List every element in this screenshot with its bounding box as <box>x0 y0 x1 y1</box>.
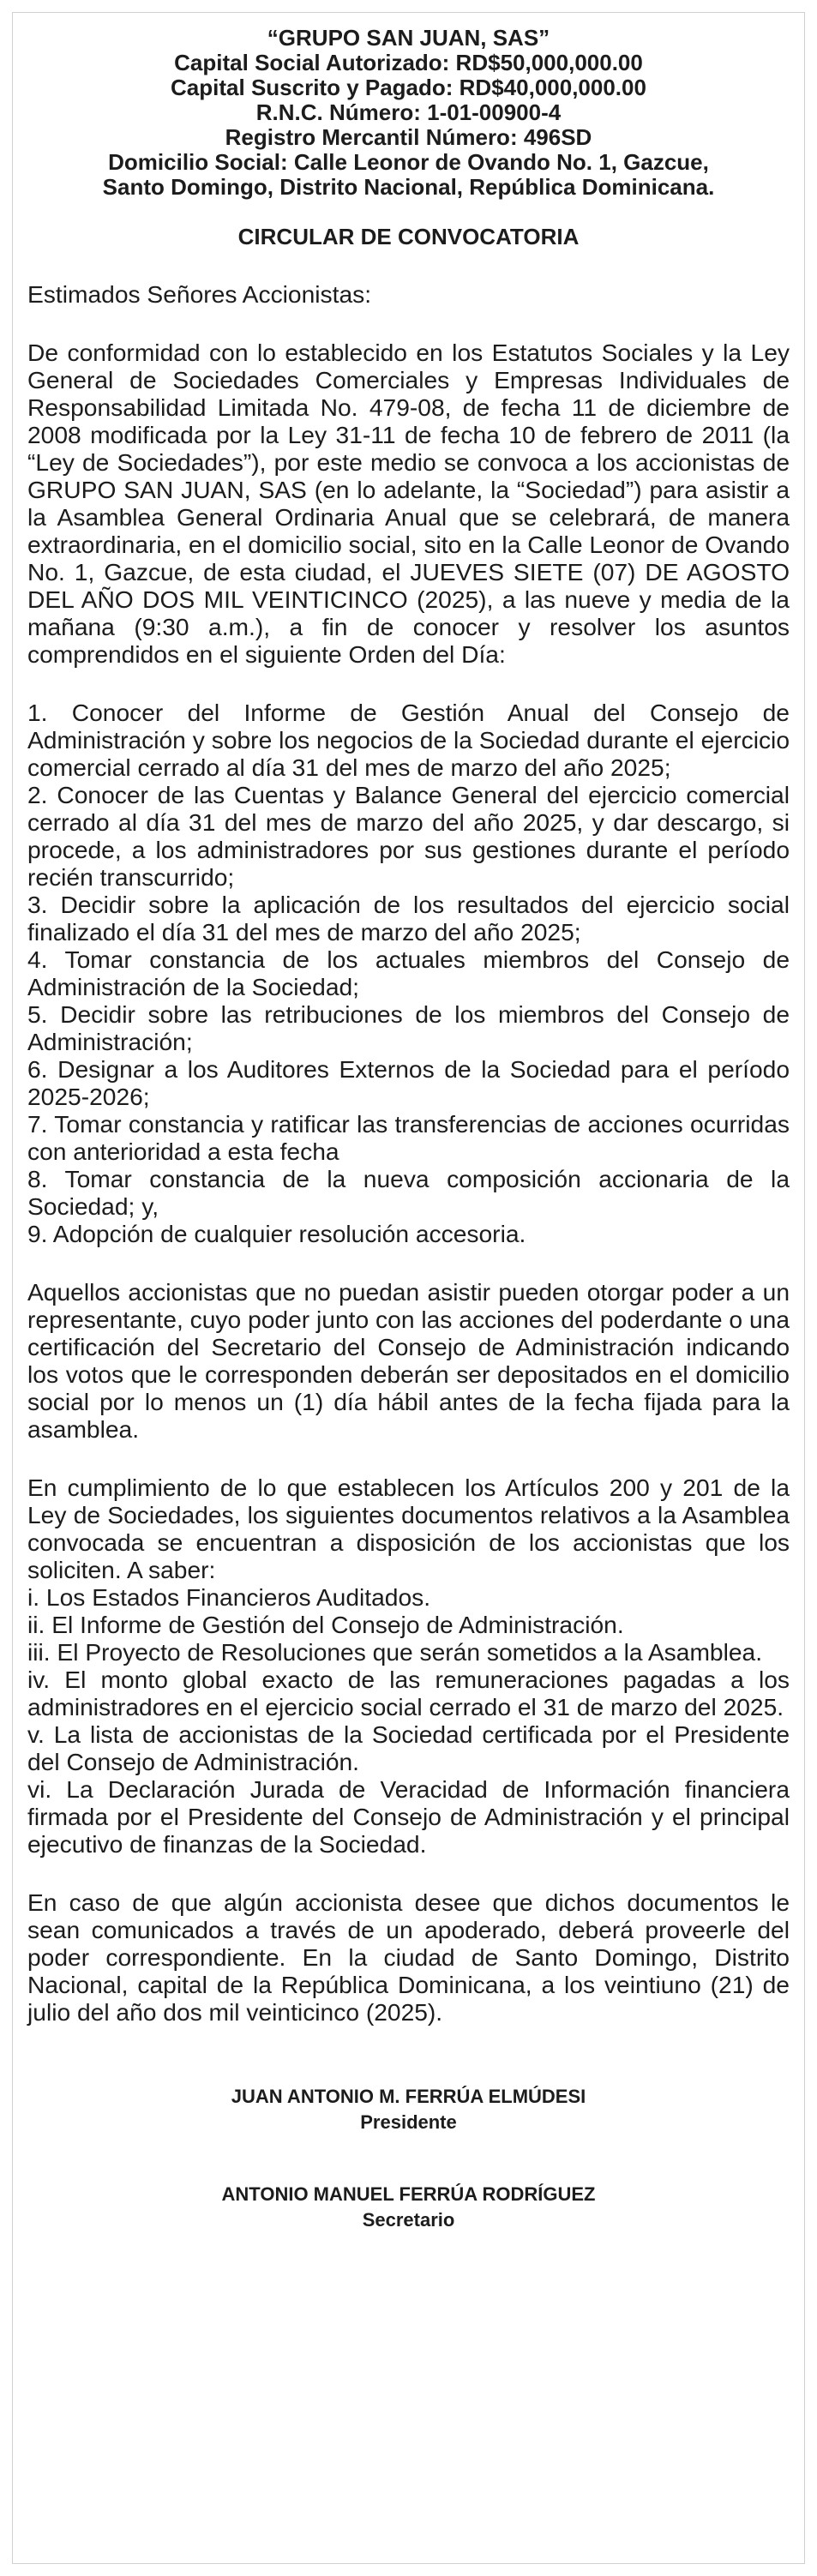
proxy-paragraph: Aquellos accionistas que no puedan asistir pueden otorgar poder a un representante, cuyo poder junto con las acciones del poderdante o una certificación del Secretario del Consejo de Administración indicando los votos que le corresponden deberán ser depositados en el domicilio social por lo menos un (1) día hábil antes de la fecha fijada para la asamblea. <box>27 1278 790 1443</box>
agenda-item: 5. Decidir sobre las retribuciones de los miembros del Consejo de Administración; <box>27 1000 790 1055</box>
document-item: v. La lista de accionistas de la Sociedad certificada por el Presidente del Consejo de Administración. <box>27 1720 790 1775</box>
document-item: vi. La Declaración Jurada de Veracidad de Información financiera firmada por el Presidente del Consejo de Administración y el principal ejecutivo de finanzas de la Sociedad. <box>27 1775 790 1858</box>
closing-paragraph: En caso de que algún accionista desee que dichos documentos le sean comunicados a través de un apoderado, deberá proveerle del poder correspondiente. En la ciudad de Santo Domingo, Distrito Nacional, capital de la República Dominicana, a los veintiuno (21) de julio del año dos mil veinticinco (2025). <box>27 1888 790 2026</box>
signatory-role: Secretario <box>362 2209 455 2231</box>
document-item: i. Los Estados Financieros Auditados. <box>27 1583 431 1611</box>
company-name: “GRUPO SAN JUAN, SAS” <box>267 25 550 51</box>
salutation: Estimados Señores Accionistas: <box>27 280 372 308</box>
signatures <box>27 2084 790 2233</box>
rnc-number: R.N.C. Número: 1-01-00900-4 <box>255 99 562 125</box>
agenda-item: 9. Adopción de cualquier resolución accesoria. <box>27 1220 526 1247</box>
notice-body <box>27 280 790 2026</box>
signature-president <box>27 2084 790 2135</box>
registry-number: Registro Mercantil Número: 496SD <box>225 124 592 150</box>
capital-paid: Capital Suscrito y Pagado: RD$40,000,000.00 <box>171 75 646 100</box>
domicile-line-1: Domicilio Social: Calle Leonor de Ovando No. 1, Gazcue, <box>108 149 709 175</box>
documents-section <box>27 1474 790 1858</box>
signatory-name: ANTONIO MANUEL FERRÚA RODRÍGUEZ <box>221 2183 596 2205</box>
agenda-item: 3. Decidir sobre la aplicación de los resultados del ejercicio social finalizado el día 31 del mes de marzo del año 2025; <box>27 891 790 946</box>
signatory-role: Presidente <box>360 2111 457 2133</box>
agenda-item: 2. Conocer de las Cuentas y Balance General del ejercicio comercial cerrado al día 31 del mes de marzo del año 2025, y dar descargo, si procede, a los administradores por sus gestiones durante el período recién transcurrido; <box>27 781 790 891</box>
agenda-item: 7. Tomar constancia y ratificar las transferencias de acciones ocurridas con anterioridad a esta fecha <box>27 1110 790 1165</box>
document-item: iii. El Proyecto de Resoluciones que serán sometidos a la Asamblea. <box>27 1638 763 1666</box>
agenda-item: 8. Tomar constancia de la nueva composición accionaria de la Sociedad; y, <box>27 1165 790 1220</box>
documents-intro: En cumplimiento de lo que establecen los Artículos 200 y 201 de la Ley de Sociedades, los siguientes documentos relativos a la Asamblea convocada se encuentran a disposición de los accionistas que los soliciten. A saber: <box>27 1474 790 1583</box>
agenda-item: 4. Tomar constancia de los actuales miembros del Consejo de Administración de la Sociedad; <box>27 946 790 1000</box>
document-item: ii. El Informe de Gestión del Consejo de Administración. <box>27 1611 624 1638</box>
agenda-list <box>27 699 790 1247</box>
domicile-line-2: Santo Domingo, Distrito Nacional, República Dominicana. <box>102 174 715 200</box>
intro-paragraph: De conformidad con lo establecido en los Estatutos Sociales y la Ley General de Sociedades Comerciales y Empresas Individuales de Responsabilidad Limitada No. 479-08, de fecha 11 de diciembre de 2008 modificada por la Ley 31-11 de fecha 10 de febrero de 2011 (la “Ley de Sociedades”), por este medio se convoca a los accionistas de GRUPO SAN JUAN, SAS (en lo adelante, la “Sociedad”) para asistir a la Asamblea General Ordinaria Anual que se celebrará, de manera extraordinaria, en el domicilio social, sito en la Calle Leonor de Ovando No. 1, Gazcue, de esta ciudad, el JUEVES SIETE (07) DE AGOSTO DEL AÑO DOS MIL VEINTICINCO (2025), a las nueve y media de la mañana (9:30 a.m.), a fin de conocer y resolver los asuntos comprendidos en el siguiente Orden del Día: <box>27 339 790 668</box>
document-title: CIRCULAR DE CONVOCATORIA <box>237 224 580 249</box>
agenda-item: 1. Conocer del Informe de Gestión Anual del Consejo de Administración y sobre los negocios de la Sociedad durante el ejercicio comercial cerrado al día 31 del mes de marzo del año 2025; <box>27 699 790 781</box>
document-item: iv. El monto global exacto de las remuneraciones pagadas a los administradores en el ejercicio social cerrado el 31 de marzo del 2025. <box>27 1666 790 1720</box>
agenda-item: 6. Designar a los Auditores Externos de la Sociedad para el período 2025-2026; <box>27 1055 790 1110</box>
signatory-name: JUAN ANTONIO M. FERRÚA ELMÚDESI <box>231 2086 586 2107</box>
capital-authorized: Capital Social Autorizado: RD$50,000,000.00 <box>174 50 643 75</box>
company-header <box>27 26 790 200</box>
signature-secretary <box>27 2182 790 2233</box>
